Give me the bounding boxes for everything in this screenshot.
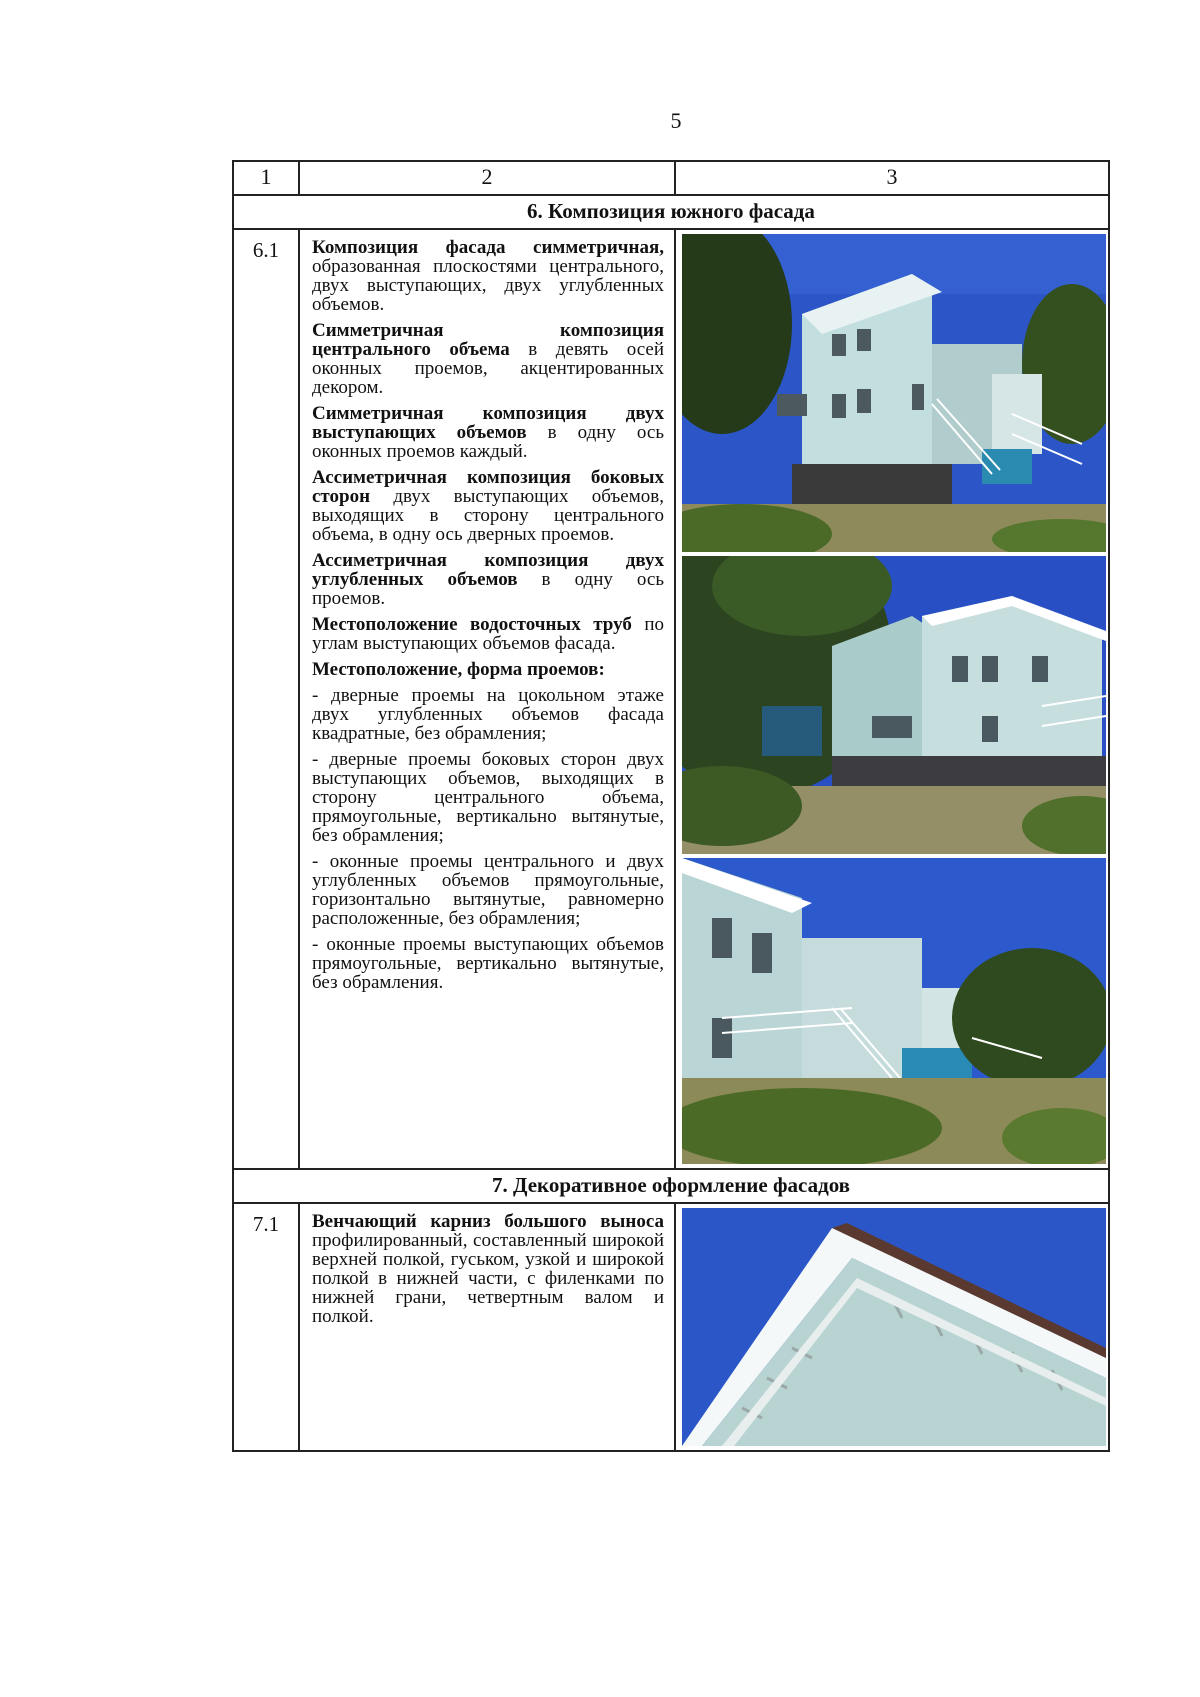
section-6-title: 6. Композиция южного фасада bbox=[527, 199, 815, 223]
item-number-6-1: 6.1 bbox=[252, 238, 280, 262]
paragraph-bold-text: Ассиметричная композиция боковых сторон bbox=[312, 467, 664, 507]
description-paragraph bbox=[312, 615, 664, 653]
description-paragraph bbox=[312, 1212, 664, 1326]
paragraph-text: - дверные проемы боковых сторон двух выступающих объемов, выходящих в сторону центрального объема, прямоугольные, вертикально вытянутые, без обрамления; bbox=[312, 749, 664, 846]
description-paragraph bbox=[312, 852, 664, 928]
description-paragraph bbox=[312, 686, 664, 743]
south-facade-photo-2 bbox=[682, 556, 1106, 854]
description-paragraph bbox=[312, 321, 664, 397]
paragraph-bold-text: Местоположение, форма проемов: bbox=[312, 659, 605, 680]
table-header-row bbox=[232, 160, 1110, 196]
paragraph-text: в девять осей оконных проемов, акцентированных декором. bbox=[312, 339, 664, 398]
section-7-title: 7. Декоративное оформление фасадов bbox=[491, 1173, 851, 1197]
header-col-3: 3 bbox=[886, 164, 898, 189]
paragraph-bold-text: Симметричная композиция двух выступающих объемов bbox=[312, 403, 664, 443]
paragraph-text: - дверные проемы на цокольном этаже двух углубленных объемов фасада квадратные, без обрамления; bbox=[312, 685, 664, 744]
description-paragraph bbox=[312, 660, 664, 679]
section-6-row bbox=[232, 228, 1110, 1170]
section-7-description bbox=[300, 1204, 674, 1450]
description-paragraph bbox=[312, 551, 664, 608]
section-7-row bbox=[232, 1202, 1110, 1452]
section-7-title-row bbox=[232, 1168, 1110, 1204]
paragraph-bold-text: Венчающий карниз большого выноса bbox=[312, 1211, 664, 1232]
header-col-1: 1 bbox=[260, 164, 272, 189]
description-paragraph bbox=[312, 404, 664, 461]
south-facade-photo-1 bbox=[682, 234, 1106, 552]
section-6-title-row bbox=[232, 194, 1110, 230]
paragraph-text: двух выступающих объемов, выходящих в сторону центрального объема, в одну ось дверных проемов. bbox=[312, 486, 664, 545]
paragraph-bold-text: Композиция фасада симметричная, bbox=[312, 237, 664, 258]
description-paragraph bbox=[312, 935, 664, 992]
paragraph-text: по углам выступающих объемов фасада. bbox=[312, 614, 664, 654]
paragraph-text: - оконные проемы выступающих объемов прямоугольные, вертикально вытянутые, без обрамления. bbox=[312, 934, 664, 993]
cornice-photo bbox=[682, 1208, 1106, 1446]
south-facade-photo-3 bbox=[682, 858, 1106, 1164]
item-number-7-1: 7.1 bbox=[252, 1212, 280, 1236]
paragraph-bold-text: Симметричная композиция центрального объема bbox=[312, 320, 664, 360]
description-paragraph bbox=[312, 238, 664, 314]
paragraph-text: профилированный, составленный широкой верхней полкой, гуськом, узкой и широкой полкой в нижней части, с филенками по нижней грани, четвертным валом и полкой. bbox=[312, 1230, 664, 1327]
paragraph-text: в одну ось оконных проемов каждый. bbox=[312, 422, 664, 462]
section-6-description bbox=[300, 230, 674, 1168]
description-paragraph bbox=[312, 750, 664, 845]
paragraph-text: - оконные проемы центрального и двух углубленных объемов прямоугольные, горизонтально вытянутые, равномерно расположенные, без обрамления; bbox=[312, 851, 664, 929]
paragraph-bold-text: Ассиметричная композиция двух углубленных объемов bbox=[312, 550, 664, 590]
page-number: 5 bbox=[670, 108, 682, 133]
paragraph-text: в одну ось проемов. bbox=[312, 569, 664, 609]
description-paragraph bbox=[312, 468, 664, 544]
paragraph-bold-text: Местоположение водосточных труб bbox=[312, 614, 632, 635]
header-col-2: 2 bbox=[481, 164, 493, 189]
paragraph-text: образованная плоскостями центрального, двух выступающих, двух углубленных объемов. bbox=[312, 256, 664, 315]
